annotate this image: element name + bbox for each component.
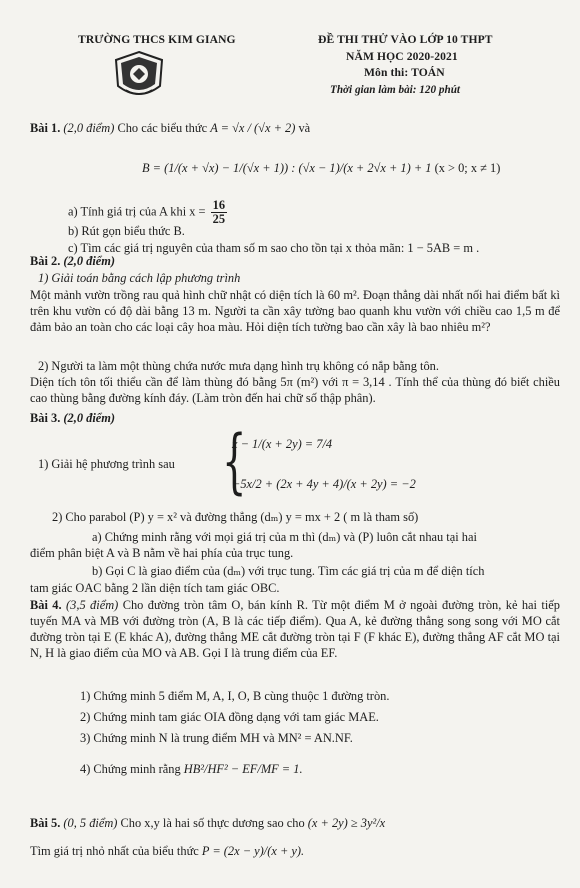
exam-title: ĐỀ THI THỬ VÀO LỚP 10 THPT [318, 33, 493, 46]
bai2-heading: Bài 2. (2,0 điểm) [30, 254, 116, 268]
bai4-q2: 2) Chứng minh tam giác OIA đồng dạng với tam giác MAE. [80, 710, 379, 724]
bai5-question: Tìm giá trị nhỏ nhất của biểu thức P = (2x − y)/(x + y). [30, 844, 305, 858]
bai3-part2: 2) Cho parabol (P) y = x² và đường thẳng (dₘ) y = mx + 2 ( m là tham số) [52, 510, 419, 524]
bai2-part1-text: Một mảnh vườn trồng rau quả hình chữ nhật có diện tích là 60 m². Đoạn thẳng dài nhất nối hai điểm bất kì trên khu vườn có độ dài bằng 13 m. Người ta cần xây tường bao quanh khu vườn với chiều cao 1,5 m để đảm bảo an toàn cho các loại cây hoa màu. Hỏi diện tích tường bao cần xây là bao nhiêu m²? [30, 288, 560, 334]
expr-b-condition: (x > 0; x ≠ 1) [434, 161, 501, 175]
bai4-text: Bài 4. (3,5 điểm) Cho đường tròn tâm O, bán kính R. Từ một điểm M ở ngoài đường tròn, kẻ hai tiếp tuyến MA và MB với đường tròn (A, B là các tiếp điểm). Qua A, kẻ đường thẳng song song với MO cắt đường tròn tại E (E khác A), đường thẳng ME cắt đường tròn tại F (F khác E), đường thẳng AF cắt MO tại N, H là giao điểm của MO và AB. Gọi I là trung điểm của EF. [30, 598, 560, 660]
bai4-q4: 4) Chứng minh rằng HB²/HF² − EF/MF = 1. [80, 762, 303, 776]
time-limit: Thời gian làm bài: 120 phút [330, 84, 461, 96]
bai4-q3: 3) Chứng minh N là trung điểm MH và MN² = AN.NF. [80, 731, 353, 745]
school-logo [112, 50, 166, 102]
bai4-q1: 1) Chứng minh 5 điểm M, A, I, O, B cùng thuộc 1 đường tròn. [80, 689, 390, 703]
bai3-part2a-cont: điểm phân biệt A và B nằm về hai phía của trục tung. [30, 546, 294, 560]
school-name: TRƯỜNG THCS KIM GIANG [78, 33, 236, 46]
bai1-intro: Bài 1. (2,0 điểm) Cho các biểu thức A = √x / (√x + 2) và [30, 121, 311, 135]
bai3-part2b: b) Gọi C là giao điểm của (dₘ) với trục tung. Tìm các giá trị của m để diện tích [92, 564, 485, 578]
system-equation-1: x − 1/(x + 2y) = 7/4 [232, 437, 333, 451]
bai2-part2-text: 2) Người ta làm một thùng chứa nước mưa dạng hình trụ không có nắp bằng tôn. [38, 359, 439, 373]
bai1-part-c: c) Tìm các giá trị nguyên của tham số m sao cho tồn tại x thỏa mãn: 1 − 5AB = m . [68, 241, 480, 255]
bai2-part2-text2: Diện tích tôn tối thiểu cần để làm thùng đó bằng 5π (m²) với π = 3,14 . Tính thể của thùng đó biết chiều cao thùng bằng đường kính đáy. (Làm tròn đến hai chữ số thập phân). [30, 375, 560, 405]
expr-b-line [142, 160, 500, 176]
bai5-inequality: (x + 2y) ≥ 3y²/x [307, 816, 386, 830]
bai3-part2a: a) Chứng minh rằng với mọi giá trị của m thì (dₘ) và (P) luôn cắt nhau tại hai [92, 530, 477, 544]
bai5-text: Bài 5. (0, 5 điểm) Cho x,y là hai số thực dương sao cho (x + 2y) ≥ 3y²/x [30, 816, 386, 830]
bai4-q4-expression: HB²/HF² − EF/MF = 1. [183, 762, 303, 776]
bai5-expression: P = (2x − y)/(x + y). [201, 844, 305, 858]
system-equation-2: −5x/2 + (2x + 4y + 4)/(x + 2y) = −2 [232, 477, 416, 491]
subject: Môn thi: TOÁN [364, 66, 445, 79]
expr-b: B = (1/(x + √x) − 1/(√x + 1)) : (√x − 1)/(x + 2√x + 1) + 1 [142, 161, 432, 175]
expr-a: A = √x / (√x + 2) [210, 121, 296, 135]
bai3-part1: 1) Giải hệ phương trình sau [38, 457, 175, 471]
bai3-heading: Bài 3. (2,0 điểm) [30, 411, 116, 425]
system-brace: { [222, 420, 247, 502]
bai1-part-b: b) Rút gọn biểu thức B. [68, 224, 185, 238]
bai2-part1-title: 1) Giải toán bằng cách lập phương trình [38, 271, 241, 285]
bai1-part-a: a) Tính giá trị của A khi x = $\frac{16}{25}$ [68, 198, 226, 226]
school-year: NĂM HỌC 2020-2021 [346, 50, 458, 63]
bai3-part2b-cont: tam giác OAC bằng 2 lần diện tích tam giác OBC. [30, 581, 280, 595]
